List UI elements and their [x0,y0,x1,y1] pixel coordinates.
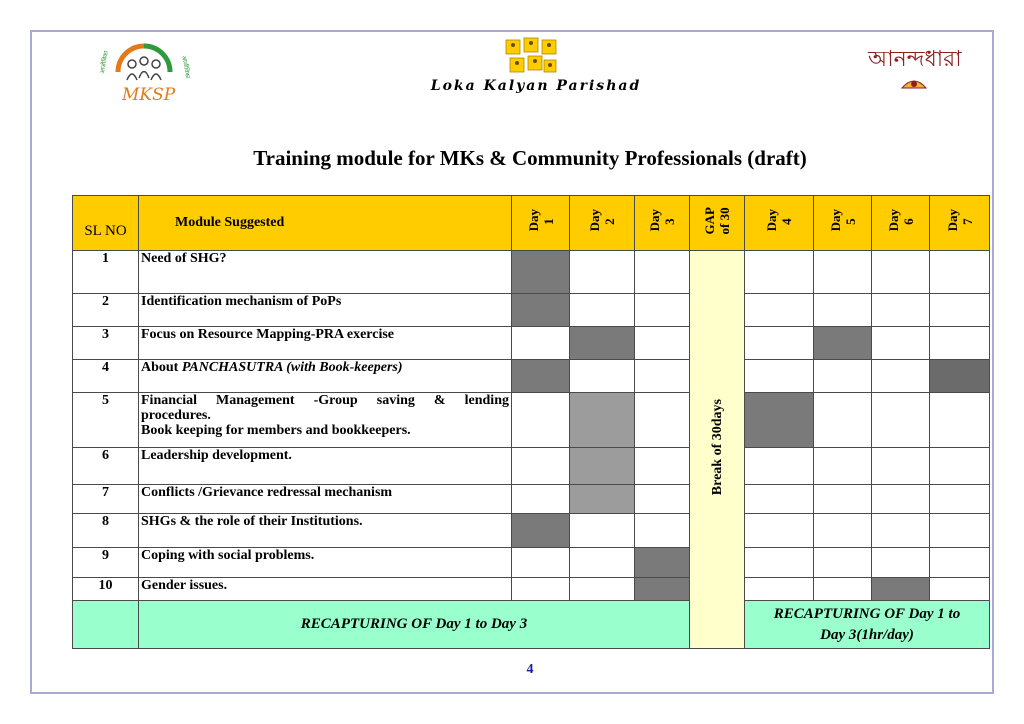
schedule-cell [814,393,872,448]
schedule-cell-shaded [512,251,570,294]
schedule-cell [872,514,930,548]
schedule-cell [930,327,990,360]
col-header-day-7-label: Day 7 [944,209,975,232]
row-module: Identification mechanism of PoPs [139,294,512,327]
row-sl: 6 [73,448,139,485]
schedule-cell [872,294,930,327]
row-module: Gender issues. [139,578,512,601]
schedule-cell-shaded [745,393,814,448]
table-row [73,360,990,393]
schedule-cell [745,514,814,548]
schedule-cell [570,360,635,393]
row-module: SHGs & the role of their Institutions. [139,514,512,548]
row-module-line-1: Financial Management -Group saving & lending [141,393,509,408]
row-module: Focus on Resource Mapping-PRA exercise [139,327,512,360]
table-row [73,548,990,578]
schedule-cell-shaded [570,485,635,514]
schedule-cell [814,294,872,327]
schedule-cell [570,294,635,327]
col-header-day-7 [930,196,990,251]
schedule-cell-shaded [512,514,570,548]
page-title: Training module for MKs & Community Professionals (draft) [253,146,807,170]
col-header-gap-label: GAP of 30 [702,206,732,235]
col-header-slno: SL NO [73,196,139,251]
schedule-cell [872,251,930,294]
recap-right-line-2: Day 3(1hr/day) [820,626,914,643]
schedule-cell-shaded [872,578,930,601]
col-header-day-4-label: Day 4 [764,209,794,232]
schedule-cell [635,251,690,294]
recap-right [745,601,990,649]
row-sl: 7 [73,485,139,514]
schedule-cell [930,251,990,294]
col-header-module: Module Suggested [139,196,512,251]
schedule-cell [930,548,990,578]
schedule-cell [635,514,690,548]
schedule-cell [635,448,690,485]
row-sl: 10 [73,578,139,601]
schedule-cell [814,548,872,578]
schedule-cell-shaded [930,360,990,393]
row-module: Leadership development. [139,448,512,485]
schedule-cell [814,251,872,294]
schedule-cell [814,578,872,601]
row-module-italic: PANCHASUTRA (with Book-keepers) [181,360,403,375]
schedule-cell [930,578,990,601]
schedule-cell [570,578,635,601]
table-row [73,251,990,294]
row-module-line-3: Book keeping for members and bookkeepers. [141,423,411,438]
svg-text:आजीविका: आजीविका [99,50,110,75]
schedule-cell-shaded [570,448,635,485]
mksp-logo-text: MKSP [122,85,176,105]
schedule-cell [512,578,570,601]
recap-left: RECAPTURING OF Day 1 to Day 3 [139,601,690,649]
row-module: Coping with social problems. [139,548,512,578]
page-number: 4 [526,662,534,677]
schedule-cell [745,485,814,514]
schedule-cell [872,448,930,485]
training-schedule-table [72,195,990,649]
schedule-cell-shaded [570,393,635,448]
col-header-day-3 [635,196,690,251]
row-module: Need of SHG? [139,251,512,294]
schedule-cell [814,485,872,514]
schedule-cell [745,448,814,485]
schedule-cell [872,393,930,448]
lkp-logo [500,36,562,80]
schedule-cell-shaded [635,578,690,601]
schedule-cell [814,448,872,485]
col-header-day-1 [512,196,570,251]
schedule-cell [635,294,690,327]
schedule-cell [745,548,814,578]
recap-sl-cell [73,601,139,649]
schedule-cell [745,251,814,294]
schedule-cell [635,327,690,360]
row-module [139,393,512,448]
col-header-day-1-label: Day 1 [525,209,556,232]
gap-break-cell [690,251,745,649]
header-row [73,196,990,251]
svg-text:आजीविका: आजीविका [180,55,191,80]
schedule-cell [930,514,990,548]
row-module-line-2: procedures. [141,408,211,423]
schedule-cell [570,548,635,578]
col-header-day-6 [872,196,930,251]
schedule-cell [930,448,990,485]
schedule-cell [814,360,872,393]
schedule-cell [512,485,570,514]
schedule-cell [872,485,930,514]
col-header-day-2-label: Day 2 [587,209,617,232]
row-sl: 2 [73,294,139,327]
row-module: Conflicts /Grievance redressal mechanism [139,485,512,514]
col-header-day-5 [814,196,872,251]
schedule-cell [512,393,570,448]
col-header-day-5-label: Day 5 [827,209,858,232]
row-sl: 5 [73,393,139,448]
schedule-cell [872,327,930,360]
schedule-cell [570,251,635,294]
schedule-cell [570,514,635,548]
mksp-logo [96,34,192,106]
table-row [73,578,990,601]
col-header-day-4 [745,196,814,251]
table-row [73,485,990,514]
schedule-cell [745,578,814,601]
table-row [73,448,990,485]
schedule-cell [635,360,690,393]
schedule-cell [745,360,814,393]
table-row [73,514,990,548]
schedule-cell [745,327,814,360]
col-header-day-6-label: Day 6 [885,209,916,232]
row-sl: 4 [73,360,139,393]
row-sl: 3 [73,327,139,360]
col-header-gap [690,196,745,251]
anandadhara-logo-text: আনন্দধারা [868,47,962,72]
schedule-cell-shaded [635,548,690,578]
schedule-cell [512,548,570,578]
table-row [73,393,990,448]
recap-right-line-1: RECAPTURING OF Day 1 to [773,605,961,622]
schedule-cell-shaded [512,294,570,327]
schedule-cell [872,548,930,578]
schedule-cell [512,448,570,485]
table-row [73,327,990,360]
recap-row [73,601,990,649]
anandadhara-logo [862,36,966,98]
gap-break-label: Break of 30days [709,398,725,496]
schedule-cell [512,327,570,360]
schedule-cell [745,294,814,327]
table-row [73,294,990,327]
row-module [139,360,512,393]
schedule-cell [872,360,930,393]
schedule-cell-shaded [814,327,872,360]
org-name: Loka Kalyan Parishad [430,78,642,94]
row-sl: 1 [73,251,139,294]
schedule-cell [814,514,872,548]
row-module-prefix: About [141,360,182,375]
schedule-cell [635,485,690,514]
schedule-cell [930,294,990,327]
schedule-cell-shaded [570,327,635,360]
schedule-cell [930,393,990,448]
schedule-cell [635,393,690,448]
col-header-day-3-label: Day 3 [647,209,677,232]
schedule-cell [930,485,990,514]
row-sl: 9 [73,548,139,578]
schedule-cell-shaded [512,360,570,393]
row-sl: 8 [73,514,139,548]
col-header-day-2 [570,196,635,251]
